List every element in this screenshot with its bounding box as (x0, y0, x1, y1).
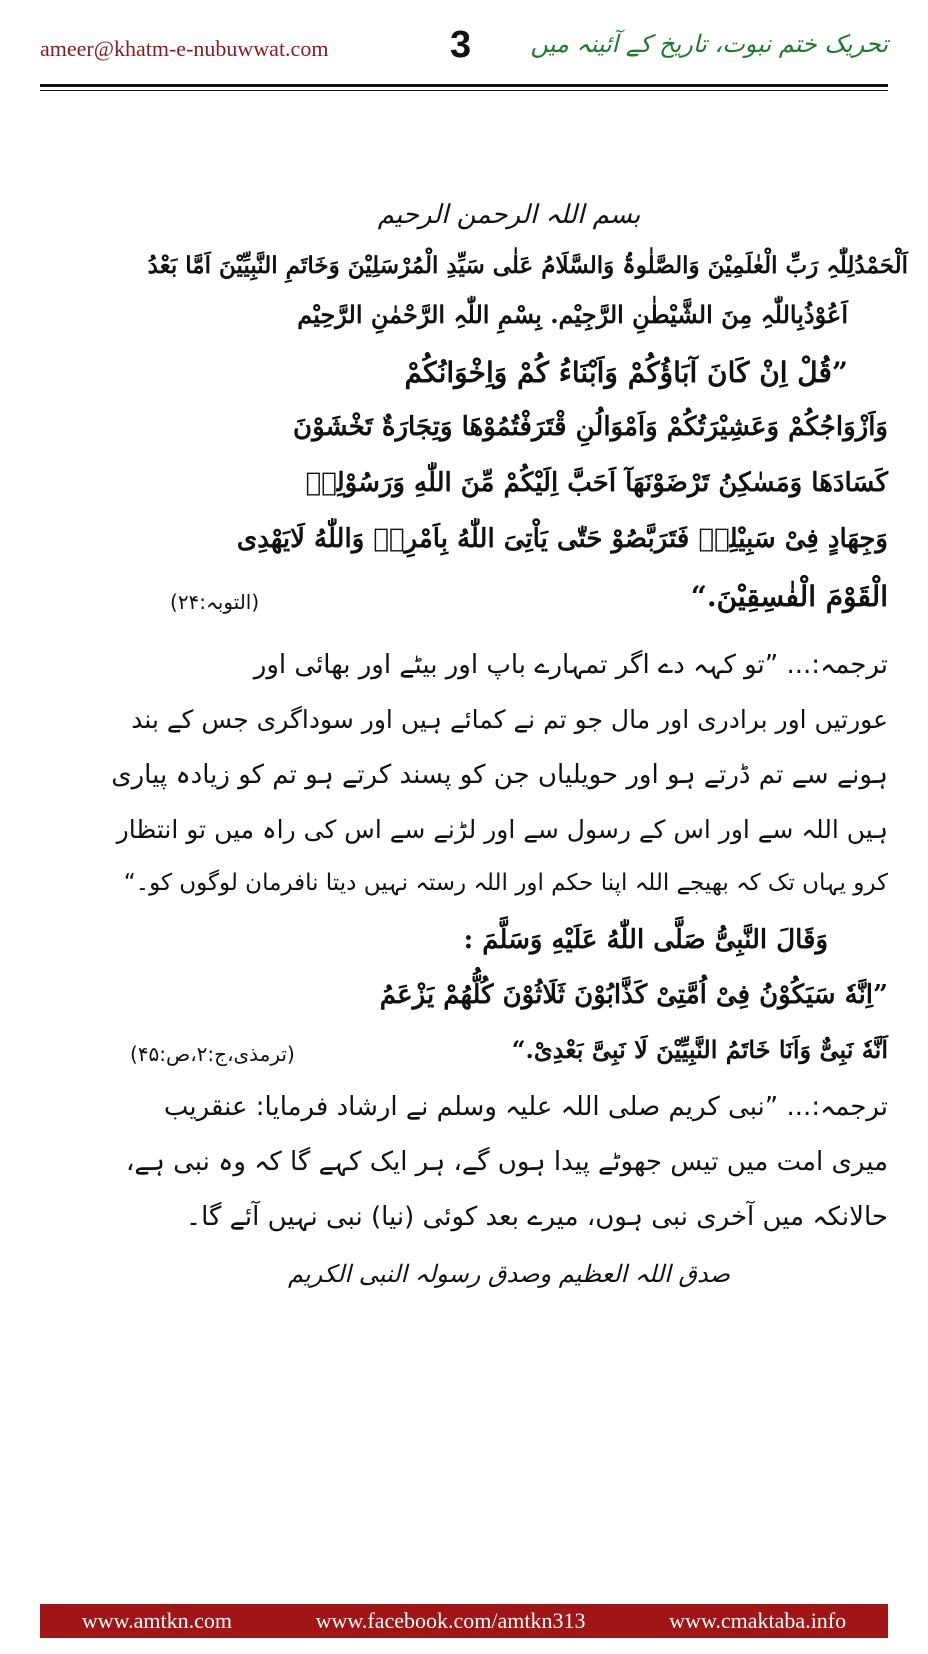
book-title: تحریک ختم نبوت، تاریخ کے آئینہ میں (530, 30, 888, 58)
taawwudh-line: اَعُوْذُبِاللّٰہِ مِنَ الشَّیْطٰنِ الرَّجِیْم. بِسْمِ اللّٰہِ الرَّحْمٰنِ الرَّحِیْم (297, 300, 848, 329)
hadith-reference: (ترمذی،ج:۲،ص:۴۵) (130, 1042, 295, 1066)
translation-line: کرو یہاں تک کہ بھیجے اللہ اپنا حکم اور اللہ رستہ نہیں دیتا نافرمان لوگوں کو۔“ (123, 870, 888, 896)
verse-line: ”قُلْ اِنْ کَانَ آبَاؤُکُمْ وَاَبْنَاءُ کُمْ وَاِخْوَانُکُمْ (404, 356, 848, 389)
translation-line: حالانکہ میں آخری نبی ہوں، میرے بعد کوئی (نیا) نبی نہیں آئے گا۔ (185, 1202, 888, 1232)
verse-line: الْقَوْمَ الْفٰسِقِیْنَ.“ (690, 580, 888, 613)
hadith-line: اَنَّهٗ نَبِیٌّ وَاَنَا خَاتَمُ النَّبِیِّیْنَ لَا نَبِیَّ بَعْدِیْ.“ (511, 1035, 888, 1064)
hamd-line: اَلْحَمْدُلِلّٰہِ رَبِّ الْعٰلَمِیْنَ وَالصَّلٰوۃُ وَالسَّلَامُ عَلٰی سَیِّدِ الْمُرْسَلِیْنَ وَخَاتَمِ النَّبِیِّیْنَ اَمَّا بَعْدُ (147, 252, 908, 279)
verse-line: وَجِهَادٍ فِیْ سَبِیْلِهٖ فَتَرَبَّصُوْ حَتّٰی یَاْتِیَ اللّٰهُ بِاَمْرِهٖ وَاللّٰهُ لَایَهْدِی (236, 524, 888, 554)
header-email-link[interactable]: ameer@khatm-e-nubuwwat.com (40, 36, 329, 61)
header-rule-thin (40, 90, 888, 91)
page-number: 3 (450, 24, 472, 66)
footer-link-facebook[interactable]: www.facebook.com/amtkn313 (315, 1608, 586, 1633)
page-header (40, 22, 888, 82)
bismillah-heading: بسم اللہ الرحمن الرحیم (377, 200, 641, 230)
verse-reference: (التوبہ:۲۴) (170, 590, 260, 614)
translation-line: ہیں اللہ سے اور اس کے رسول سے اور لڑنے سے اس کی راہ میں تو انتظار (116, 815, 888, 844)
footer-link-cmaktaba[interactable]: www.cmaktaba.info (669, 1608, 847, 1633)
closing-phrase: صدق اللہ العظیم وصدق رسولہ النبی الکریم (287, 1260, 731, 1288)
hadith-intro: وَقَالَ النَّبِیُّ صَلَّی اللّٰهُ عَلَیْهِ وَسَلَّمَ : (463, 925, 828, 955)
translation-line: ہونے سے تم ڈرتے ہو اور حویلیاں جن کو پسند کرتے ہو تم کو زیادہ پیاری (111, 760, 888, 790)
verse-line: کَسَادَهَا وَمَسٰکِنُ تَرْضَوْنَهَآ اَحَبَّ اِلَیْکُمْ مِّنَ اللّٰهِ وَرَسُوْلِهٖ (305, 468, 888, 498)
verse-line: وَاَزْوَاجُکُمْ وَعَشِیْرَتُکُمْ وَاَمْوَالُنِ قْتَرَفْتُمُوْهَا وَتِجَارَةٌ تَخْشَوْنَ (293, 412, 888, 442)
hadith-line: ”اِنَّهٗ سَیَکُوْنُ فِیْ اُمَّتِیْ کَذَّابُوْنَ ثَلَاثُوْنَ کُلُّهُمْ یَزْعَمُ (379, 980, 888, 1010)
translation-line: ترجمہ:... ”تو کہہ دے اگر تمہارے باپ اور بیٹے اور بھائی اور (253, 650, 888, 680)
translation-line: عورتیں اور برادری اور مال جو تم نے کمائے ہیں اور سوداگری جس کے بند (131, 705, 888, 734)
page-footer (40, 1604, 888, 1638)
translation-line: ترجمہ:... ”نبی کریم صلی اللہ علیہ وسلم نے ارشاد فرمایا: عنقریب (163, 1092, 888, 1122)
header-rule-thick (40, 84, 888, 87)
footer-link-amtkn[interactable]: www.amtkn.com (81, 1608, 232, 1633)
translation-line: میری امت میں تیس جھوٹے پیدا ہوں گے، ہر ایک کہے گا کہ وہ نبی ہے، (125, 1147, 888, 1177)
